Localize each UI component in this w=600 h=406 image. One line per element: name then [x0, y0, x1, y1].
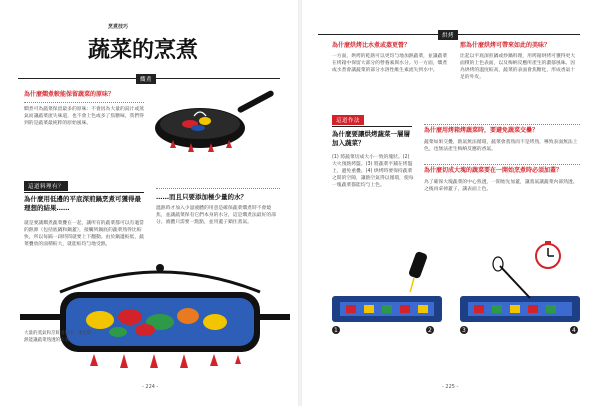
illustration-caption: 大量的蒸氣和烹飪過程中，產生的熱能讓蔬菜熟透的水氣。	[24, 331, 92, 343]
answer-4: 一方面，烘烤的乾熱可以更均勻地加熱蔬菜，並讓蔬菜在烤箱中保留大部分的營養素與水分。另一方面，燜煮或水煮會讓蔬菜的部分水溶性維生素流失到水中。	[332, 54, 448, 73]
section-tag-roast: 烘烤	[438, 30, 458, 40]
timer-icon	[536, 241, 560, 268]
step-3: 3	[462, 327, 466, 334]
science-tag-left: 這道料理有？	[24, 181, 68, 191]
spatula-icon	[493, 257, 530, 298]
question-7: 為什麼用烤箱烤蔬菜時，要避免蔬菜交疊？	[424, 127, 539, 134]
answer-5: 比起以平底深煎鍋或炒鍋料理，用烤箱烘烤可獲得更大面積的上色表面，以及梅納反應所產生的濃郁風味。因為烘烤的溫度較高，蔬菜的表面會焦糖化，形成香氣十足的外皮。	[460, 54, 576, 80]
pan-illustration-top	[150, 86, 280, 166]
flames	[90, 354, 241, 368]
answer-6: (1) 將蔬菜切成大小一致的塊狀。(2) 大火預熱烤盤。(3) 將蔬菜平鋪在烤盤上，避免重疊。(4) 烘烤時要保持蔬菜之間的空隙，讓熱空氣得以循環，使每一塊蔬菜都能均勻上色。	[332, 155, 414, 188]
step-2: 2	[428, 327, 432, 334]
step-numbers	[332, 326, 578, 334]
step-4: 4	[572, 327, 576, 334]
science-tag-right: 這道作法	[332, 115, 364, 125]
series-label: 烹煮技巧	[108, 24, 129, 30]
step-1: 1	[334, 327, 338, 334]
answer-2: 就是要讓燜煮蔬菜疊在一起，讓所有的蔬菜都可以有適當的熱源（包括底鍋和鍋蓋），接觸到鍋底的蔬菜熟得比較快，所以每隔一段時間就要上下翻動。由於鍋邊較低，蔬菜疊放的面積較大，就能較均勻地受熱。	[24, 221, 144, 247]
pan-lid	[60, 272, 260, 292]
question-8: 為什麼切成大塊的蔬菜要在一開始烹煮時必須加蓋？	[424, 167, 563, 174]
veg-blue	[191, 125, 205, 131]
answer-1: 燜煮可為蔬菜保留最多的原味：不會因為大量的湯汁或蒸氣而讓蔬菜流失味道，也不會上色或多了焦糖味，我們得到的是蔬菜最純粹的原始風味。	[24, 107, 144, 126]
tray-step-1	[332, 296, 442, 322]
tray-step-3	[460, 296, 580, 322]
page-number-left: - 224 -	[142, 384, 159, 390]
pan-illustration-main	[20, 262, 290, 372]
question-5: 那為什麼烘烤可帶來如此的美味？	[460, 42, 551, 49]
answer-3: 溫熱時才加入少量液體的用意是確保蔬菜燜煮時不會燒焦，並讓蔬菜保有它們本身的水分，這是燜煮法最好的部分。液體只需要一點點，並用蓋子鎖住蒸氣。	[156, 206, 276, 225]
answer-8: 為了確保大塊蔬菜的中心熟透，一開始先加蓋，讓蒸氣讓蔬菜內部熟透。之後再拿掉蓋子，讓表面上色。	[424, 180, 578, 192]
question-3: ……而且只要添加極少量的水？	[156, 193, 247, 201]
page-title: 蔬菜的烹煮	[88, 37, 199, 63]
question-6: 為什麼要讓烘烤蔬菜一層層加入蔬菜？	[332, 130, 410, 147]
question-2: 為什麼用低邊的平底深煎鍋烹煮可獲得最理想的結果……	[24, 195, 141, 212]
question-4: 為什麼烘烤比水煮或蒸更營？	[332, 42, 411, 49]
page-number-right: - 225 -	[442, 384, 459, 390]
right-page	[300, 0, 600, 406]
steps-illustration	[330, 226, 585, 366]
oil-bottle-icon	[408, 251, 428, 292]
answer-7: 蔬菜如果交疊，熱氣無法循環，蔬菜會蒸熟而不是烤熟，導致表面無法上色，也無法產生梅納反應的香氣。	[424, 140, 578, 152]
veg-yellow	[199, 117, 211, 125]
section-tag-braise: 燜煮	[136, 74, 156, 84]
question-1: 為什麼燜煮較能保留蔬菜的原味？	[24, 91, 115, 98]
